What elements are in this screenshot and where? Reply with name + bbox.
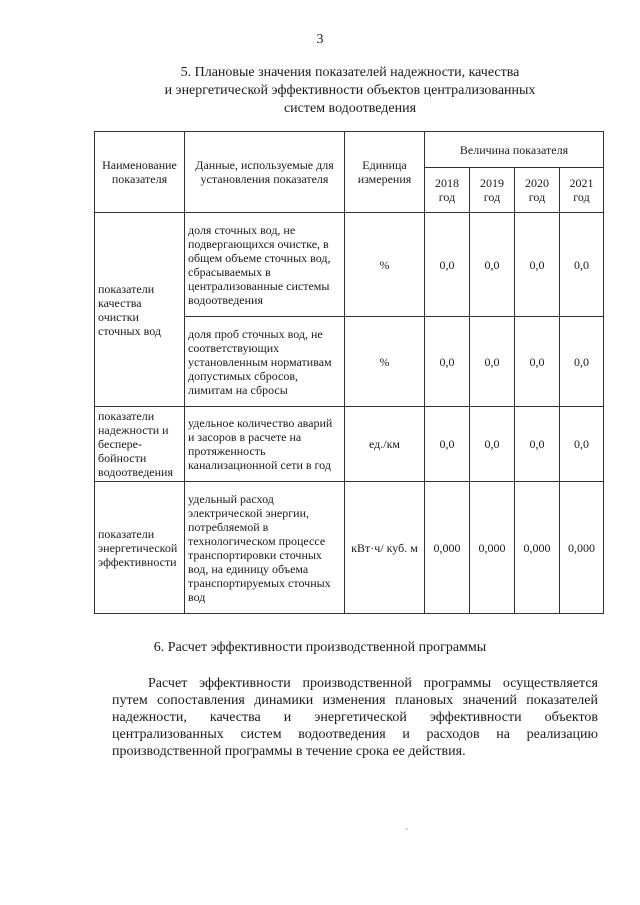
section-5-title-line: систем водоотведения — [283, 101, 417, 116]
row-value: 0,0 — [560, 213, 604, 317]
row-value: 0,0 — [515, 407, 560, 482]
row-description: доля сточных вод, не подвергающихся очистке, в общем объеме сточных вод, сбрасываемых в централизованные системы водоотведения — [185, 213, 345, 317]
row-unit: кВт·ч/ куб. м — [345, 482, 425, 614]
section-5-title-line: 5. Плановые значения показателей надежности, качества — [180, 65, 520, 80]
indicators-table — [94, 131, 604, 614]
row-value: 0,000 — [515, 482, 560, 614]
row-value: 0,0 — [560, 407, 604, 482]
header-year: 2020 год — [515, 168, 560, 213]
section-5-title-line: и энергетической эффективности объектов централизованных — [164, 83, 536, 98]
row-value: 0,0 — [515, 213, 560, 317]
row-unit: ед./км — [345, 407, 425, 482]
row-value: 0,0 — [470, 407, 515, 482]
scan-speck: ` — [405, 828, 409, 839]
row-description: удельное количество аварий и засоров в расчете на протяженность канализационной сети в год — [185, 407, 345, 482]
row-value: 0,000 — [425, 482, 470, 614]
row-value: 0,0 — [425, 317, 470, 407]
section-6-title: 6. Расчет эффективности производственной программы — [153, 640, 487, 655]
row-value: 0,000 — [560, 482, 604, 614]
page-number: 3 — [316, 32, 324, 47]
header-year: 2018 год — [425, 168, 470, 213]
row-value: 0,000 — [470, 482, 515, 614]
row-unit: % — [345, 317, 425, 407]
row-unit: % — [345, 213, 425, 317]
row-value: 0,0 — [515, 317, 560, 407]
row-description: доля проб сточных вод, не соответствующих установленным нормативам допустимых сбросов, лимитам на сбросы — [185, 317, 345, 407]
row-value: 0,0 — [470, 317, 515, 407]
header-year: 2021 год — [560, 168, 604, 213]
row-value: 0,0 — [425, 407, 470, 482]
header-indicator-name: Наименование показателя — [95, 132, 185, 213]
header-year: 2019 год — [470, 168, 515, 213]
row-value: 0,0 — [560, 317, 604, 407]
group-energy-name: показатели энергетической эффективности — [95, 482, 185, 614]
header-magnitude: Величина показателя — [425, 132, 604, 168]
section-6-body — [112, 675, 598, 760]
row-value: 0,0 — [470, 213, 515, 317]
header-data-used: Данные, используемые для установления показателя — [185, 132, 345, 213]
row-description: удельный расход электрической энергии, потребляемой в технологическом процессе транспортировки сточных вод, на единицу объема транспортируемых сточных вод — [185, 482, 345, 614]
section-6-paragraph: Расчет эффективности производственной программы осуществляется путем сопоставления динамики изменения плановых значений показателей надежности, качества и энергетической эффективности объектов централизованных систем водоотведения и расходов на реализацию производственной программы в течение срока ее действия. — [112, 676, 598, 759]
section-5-title — [110, 64, 590, 118]
row-value: 0,0 — [425, 213, 470, 317]
group-quality-name: показатели качества очистки сточных вод — [95, 213, 185, 407]
group-reliability-name: показатели надежности и беспере-бойности водоотведения — [95, 407, 185, 482]
header-unit: Единица измерения — [345, 132, 425, 213]
